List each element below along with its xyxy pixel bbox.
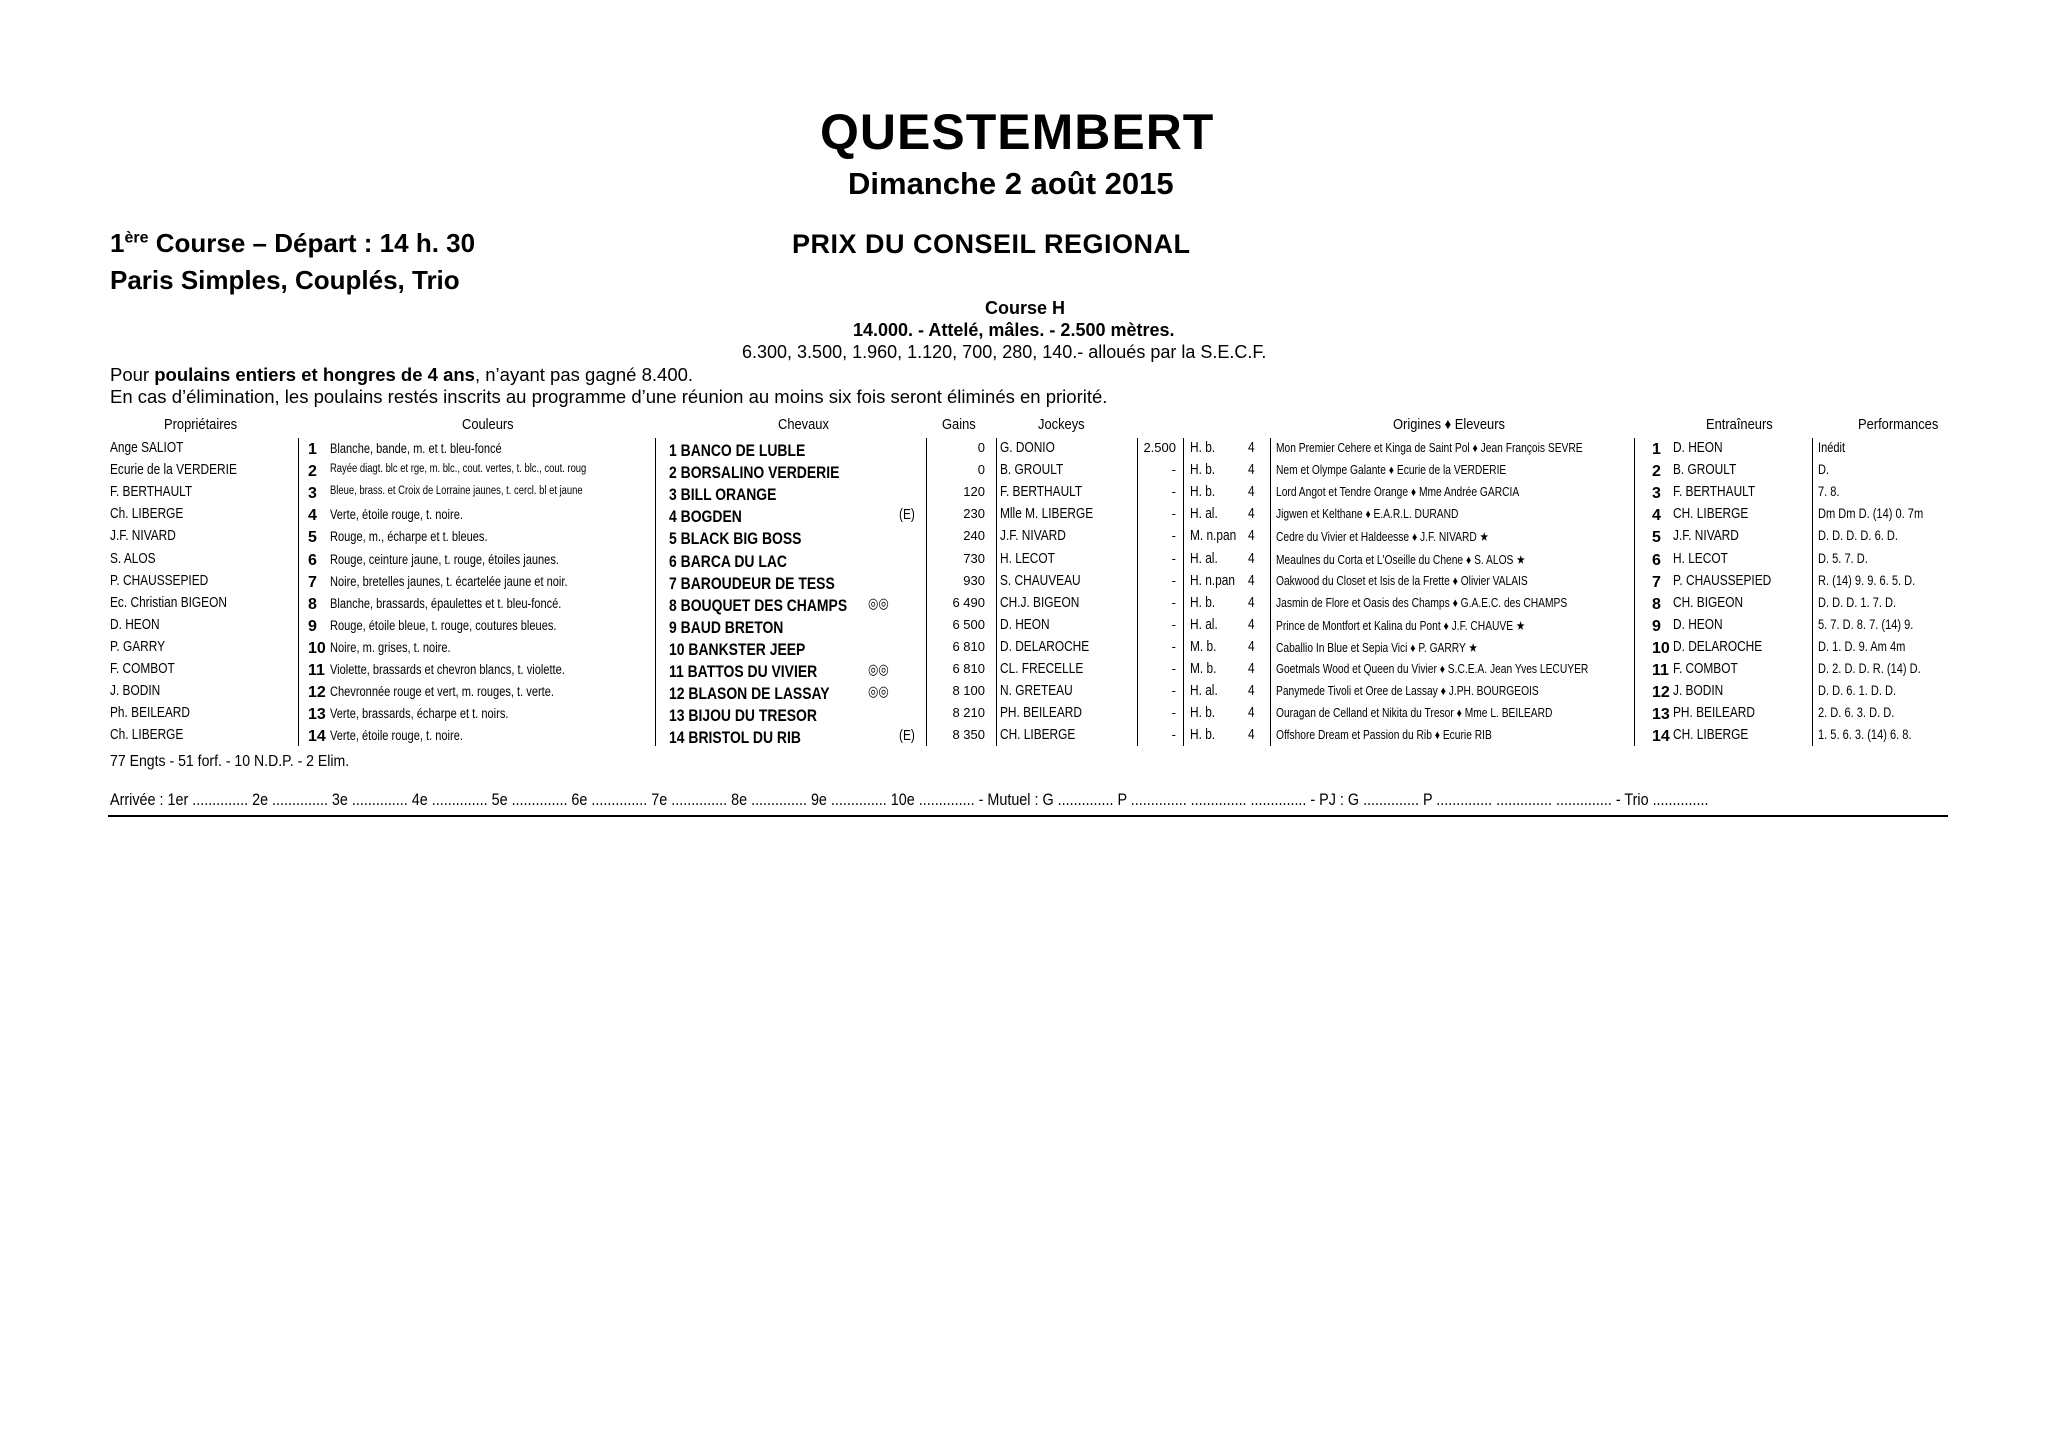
jockey-name: CH.J. BIGEON bbox=[1000, 594, 1080, 611]
trainer-number: 6 bbox=[1652, 551, 1661, 569]
gains-value: 8 100 bbox=[952, 683, 985, 699]
sex-coat: M. b. bbox=[1190, 638, 1217, 655]
distance-value: - bbox=[1171, 594, 1176, 610]
saddle-number: 7 bbox=[308, 573, 317, 591]
horse-age: 4 bbox=[1248, 594, 1255, 611]
sex-coat: H. b. bbox=[1190, 727, 1216, 744]
saddle-number: 8 bbox=[308, 595, 317, 613]
saddle-number: 9 bbox=[308, 617, 317, 635]
gains-value: 0 bbox=[977, 462, 985, 478]
owner-name: J. BODIN bbox=[110, 683, 161, 700]
trainer-name: J. BODIN bbox=[1673, 683, 1724, 700]
horse-age: 4 bbox=[1248, 462, 1255, 479]
owner-name: F. COMBOT bbox=[110, 661, 175, 677]
col-header-origins: Origines ♦ Eleveurs bbox=[1393, 416, 1505, 433]
jockey-name: N. GRETEAU bbox=[1000, 683, 1073, 700]
horse-name: 10 BANKSTER JEEP bbox=[669, 639, 806, 659]
gains-value: 240 bbox=[963, 528, 985, 544]
silks-colors: Bleue, brass. et Croix de Lorraine jaunes, t. cercl. bl et jaune bbox=[330, 485, 583, 498]
horse-name: 1 BANCO DE LUBLE bbox=[669, 441, 806, 460]
origin-breeder: Ouragan de Celland et Nikita du Tresor ♦ Mme L. BEILEARD bbox=[1276, 706, 1553, 721]
horse-age: 4 bbox=[1248, 550, 1255, 567]
jockey-name: S. CHAUVEAU bbox=[1000, 572, 1081, 589]
trainer-name: D. HEON bbox=[1673, 440, 1723, 456]
jockey-name: CH. LIBERGE bbox=[1000, 727, 1076, 744]
course-departure bbox=[110, 228, 475, 259]
owner-name: F. BERTHAULT bbox=[110, 484, 193, 501]
origin-breeder: Goetmals Wood et Queen du Vivier ♦ S.C.E.A. Jean Yves LECUYER bbox=[1276, 662, 1589, 676]
jockey-name: CL. FRECELLE bbox=[1000, 661, 1084, 677]
sex-coat: H. al. bbox=[1190, 683, 1218, 700]
owner-name: J.F. NIVARD bbox=[110, 528, 176, 545]
distance-value: - bbox=[1171, 705, 1176, 721]
owner-name: Ph. BEILEARD bbox=[110, 705, 190, 722]
owner-name: Ch. LIBERGE bbox=[110, 506, 184, 523]
trainer-number: 7 bbox=[1652, 573, 1661, 591]
origin-breeder: Mon Premier Cehere et Kinga de Saint Pol ♦ Jean François SEVRE bbox=[1276, 441, 1583, 455]
jockey-name: G. DONIO bbox=[1000, 440, 1055, 456]
horse-name: 14 BRISTOL DU RIB bbox=[669, 728, 801, 748]
saddle-number: 13 bbox=[308, 706, 326, 724]
performance-record: D. D. D. 1. 7. D. bbox=[1818, 594, 1897, 610]
trainer-name: D. HEON bbox=[1673, 616, 1723, 633]
performance-record: D. 1. D. 9. Am 4m bbox=[1818, 638, 1906, 654]
horse-name: 6 BARCA DU LAC bbox=[669, 551, 787, 571]
trainer-number: 8 bbox=[1652, 595, 1661, 613]
jockey-name: F. BERTHAULT bbox=[1000, 484, 1083, 501]
jockey-name: H. LECOT bbox=[1000, 550, 1055, 567]
sex-coat: M. n.pan bbox=[1190, 528, 1237, 545]
performance-record: D. bbox=[1818, 462, 1830, 478]
horse-name: 11 BATTOS DU VIVIER bbox=[669, 662, 818, 681]
prize-allocations: 6.300, 3.500, 1.960, 1.120, 700, 280, 140.- alloués par la S.E.C.F. bbox=[742, 342, 1267, 362]
sex-coat: H. b. bbox=[1190, 440, 1216, 456]
origin-breeder: Meaulnes du Corta et L'Oseille du Chene ♦ S. ALOS ★ bbox=[1276, 552, 1526, 567]
trainer-number: 12 bbox=[1652, 684, 1670, 702]
silks-colors: Rouge, étoile bleue, t. rouge, coutures bleues. bbox=[330, 617, 557, 633]
horse-age: 4 bbox=[1248, 683, 1255, 700]
distance-value: - bbox=[1171, 661, 1176, 676]
gains-value: 6 490 bbox=[952, 594, 985, 610]
horse-age: 4 bbox=[1248, 661, 1255, 677]
saddle-number: 4 bbox=[308, 507, 317, 525]
horse-name: 5 BLACK BIG BOSS bbox=[669, 529, 802, 549]
owner-name: Ange SALIOT bbox=[110, 440, 184, 456]
sex-coat: H. al. bbox=[1190, 506, 1218, 523]
distance-value: - bbox=[1171, 550, 1176, 566]
sex-coat: H. al. bbox=[1190, 550, 1218, 567]
bet-types: Paris Simples, Couplés, Trio bbox=[110, 265, 460, 295]
silks-colors: Violette, brassards et chevron blancs, t. violette. bbox=[330, 662, 565, 677]
sex-coat: H. n.pan bbox=[1190, 572, 1235, 589]
gains-value: 8 350 bbox=[952, 727, 985, 743]
horse-age: 4 bbox=[1248, 638, 1255, 655]
sex-coat: H. b. bbox=[1190, 705, 1216, 722]
eligibility-bold: poulains entiers et hongres de 4 ans bbox=[154, 364, 475, 385]
eligibility-post: , n’ayant pas gagné 8.400. bbox=[474, 364, 694, 385]
elimination-text: En cas d’élimination, les poulains restés inscrits au programme d’une réunion au moins six fois seront éliminés en priorité. bbox=[110, 386, 1108, 407]
horse-age: 4 bbox=[1248, 705, 1255, 722]
owner-name: P. GARRY bbox=[110, 638, 166, 655]
origin-breeder: Panymede Tivoli et Oree de Lassay ♦ J.PH. BOURGEOIS bbox=[1276, 684, 1539, 699]
sex-coat: H. b. bbox=[1190, 462, 1216, 479]
eligibility-text bbox=[110, 364, 693, 386]
engagements-summary: 77 Engts - 51 forf. - 10 N.D.P. - 2 Elim. bbox=[110, 753, 350, 770]
arrival-form-line: Arrivée : 1er .............. 2e .............. 3e .............. 4e .............. 5e .............. 6e .............. 7e .............. 8e .............. 9e .............. 10e .............. - Mutuel : G .............. P .............. .............. .............. - PJ : G .............. P .............. .............. .............. - Trio .............. bbox=[110, 790, 1709, 809]
trainer-name: H. LECOT bbox=[1673, 550, 1728, 567]
distance-value: - bbox=[1171, 462, 1176, 478]
race-date: Dimanche 2 août 2015 bbox=[848, 166, 1174, 201]
silks-colors: Noire, m. grises, t. noire. bbox=[330, 639, 451, 655]
silks-colors: Rayée diagt. blc et rge, m. blc., cout. vertes, t. blc., cout. roug bbox=[330, 463, 587, 476]
col-header-trainers: Entraîneurs bbox=[1706, 416, 1773, 433]
owner-name: S. ALOS bbox=[110, 550, 156, 567]
horse-tag: ◎◎ bbox=[868, 684, 889, 701]
sex-coat: M. b. bbox=[1190, 661, 1217, 677]
jockey-name: B. GROULT bbox=[1000, 462, 1064, 479]
distance-value: - bbox=[1171, 638, 1176, 654]
performance-record: Inédit bbox=[1818, 440, 1846, 455]
gains-value: 6 500 bbox=[952, 616, 985, 632]
owner-name: Ecurie de la VERDERIE bbox=[110, 462, 237, 479]
origin-breeder: Offshore Dream et Passion du Rib ♦ Ecurie RIB bbox=[1276, 728, 1492, 743]
performance-record: 2. D. 6. 3. D. D. bbox=[1818, 705, 1895, 721]
saddle-number: 1 bbox=[308, 441, 317, 458]
horse-name: 7 BAROUDEUR DE TESS bbox=[669, 573, 835, 593]
course-conditions: 14.000. - Attelé, mâles. - 2.500 mètres. bbox=[853, 320, 1175, 340]
silks-colors: Rouge, m., écharpe et t. bleues. bbox=[330, 529, 488, 545]
gains-value: 930 bbox=[963, 572, 985, 588]
horse-tag: ◎◎ bbox=[868, 595, 889, 612]
distance-value: - bbox=[1171, 727, 1176, 743]
silks-colors: Verte, étoile rouge, t. noire. bbox=[330, 728, 463, 744]
horse-age: 4 bbox=[1248, 727, 1255, 744]
trainer-number: 14 bbox=[1652, 728, 1670, 746]
performance-record: R. (14) 9. 9. 6. 5. D. bbox=[1818, 572, 1916, 588]
horse-age: 4 bbox=[1248, 506, 1255, 523]
horse-age: 4 bbox=[1248, 484, 1255, 501]
trainer-number: 3 bbox=[1652, 485, 1661, 503]
silks-colors: Blanche, bande, m. et t. bleu-foncé bbox=[330, 441, 502, 456]
trainer-name: CH. LIBERGE bbox=[1673, 506, 1749, 523]
trainer-number: 2 bbox=[1652, 463, 1661, 481]
gains-value: 8 210 bbox=[952, 705, 985, 721]
horse-tag: (E) bbox=[899, 728, 915, 745]
gains-value: 6 810 bbox=[952, 661, 985, 676]
owner-name: Ch. LIBERGE bbox=[110, 727, 184, 744]
trainer-number: 4 bbox=[1652, 507, 1661, 525]
distance-value: 2.500 bbox=[1143, 440, 1176, 455]
prize-name: PRIX DU CONSEIL REGIONAL bbox=[792, 229, 1191, 259]
horse-name: 13 BIJOU DU TRESOR bbox=[669, 706, 817, 726]
distance-value: - bbox=[1171, 572, 1176, 588]
origin-breeder: Jasmin de Flore et Oasis des Champs ♦ G.A.E.C. des CHAMPS bbox=[1276, 595, 1568, 610]
gains-value: 120 bbox=[963, 484, 985, 500]
horse-name: 4 BOGDEN bbox=[669, 507, 742, 527]
gains-value: 0 bbox=[977, 440, 985, 455]
performance-record: 5. 7. D. 8. 7. (14) 9. bbox=[1818, 616, 1914, 632]
horse-age: 4 bbox=[1248, 572, 1255, 589]
saddle-number: 6 bbox=[308, 551, 317, 569]
footer-rule bbox=[108, 815, 1948, 817]
horse-tag: ◎◎ bbox=[868, 662, 889, 678]
trainer-name: J.F. NIVARD bbox=[1673, 528, 1739, 545]
distance-value: - bbox=[1171, 683, 1176, 699]
trainer-number: 10 bbox=[1652, 639, 1670, 657]
trainer-number: 13 bbox=[1652, 706, 1670, 724]
race-venue-title: QUESTEMBERT bbox=[820, 104, 1215, 160]
origin-breeder: Prince de Montfort et Kalina du Pont ♦ J.F. CHAUVE ★ bbox=[1276, 618, 1526, 633]
horse-age: 4 bbox=[1248, 528, 1255, 545]
trainer-name: CH. BIGEON bbox=[1673, 594, 1744, 611]
origin-breeder: Lord Angot et Tendre Orange ♦ Mme Andrée GARCIA bbox=[1276, 485, 1520, 500]
gains-value: 730 bbox=[963, 550, 985, 566]
course-number: 1 bbox=[110, 228, 125, 258]
trainer-name: P. CHAUSSEPIED bbox=[1673, 572, 1772, 589]
distance-value: - bbox=[1171, 528, 1176, 544]
silks-colors: Blanche, brassards, épaulettes et t. bleu-foncé. bbox=[330, 595, 562, 611]
performance-record: D. 5. 7. D. bbox=[1818, 550, 1868, 566]
horse-age: 4 bbox=[1248, 440, 1255, 456]
silks-colors: Chevronnée rouge et vert, m. rouges, t. verte. bbox=[330, 684, 554, 700]
jockey-name: PH. BEILEARD bbox=[1000, 705, 1082, 722]
col-divider bbox=[1270, 438, 1271, 746]
horse-name: 9 BAUD BRETON bbox=[669, 617, 784, 637]
distance-value: - bbox=[1171, 484, 1176, 500]
owner-name: P. CHAUSSEPIED bbox=[110, 572, 209, 589]
saddle-number: 3 bbox=[308, 485, 317, 503]
gains-value: 230 bbox=[963, 506, 985, 522]
col-header-colors: Couleurs bbox=[462, 416, 514, 433]
performance-record: D. D. D. D. 6. D. bbox=[1818, 528, 1898, 544]
saddle-number: 2 bbox=[308, 463, 317, 481]
owner-name: Ec. Christian BIGEON bbox=[110, 594, 227, 611]
sex-coat: H. al. bbox=[1190, 616, 1218, 633]
saddle-number: 14 bbox=[308, 728, 326, 746]
origin-breeder: Cedre du Vivier et Haldeesse ♦ J.F. NIVARD ★ bbox=[1276, 530, 1489, 545]
silks-colors: Noire, bretelles jaunes, t. écartelée jaune et noir. bbox=[330, 573, 568, 589]
origin-breeder: Caballio In Blue et Sepia Vici ♦ P. GARRY ★ bbox=[1276, 640, 1478, 655]
col-header-owners: Propriétaires bbox=[164, 416, 238, 433]
saddle-number: 12 bbox=[308, 684, 326, 702]
jockey-name: D. DELAROCHE bbox=[1000, 638, 1090, 655]
col-divider bbox=[1812, 438, 1813, 746]
performance-record: D. D. 6. 1. D. D. bbox=[1818, 683, 1897, 699]
col-divider bbox=[1183, 438, 1184, 746]
trainer-number: 1 bbox=[1652, 441, 1661, 458]
silks-colors: Verte, brassards, écharpe et t. noirs. bbox=[330, 706, 509, 722]
trainer-number: 9 bbox=[1652, 617, 1661, 635]
saddle-number: 5 bbox=[308, 529, 317, 547]
course-departure-label: Course – Départ : 14 h. 30 bbox=[155, 228, 476, 258]
horse-age: 4 bbox=[1248, 616, 1255, 633]
trainer-name: B. GROULT bbox=[1673, 462, 1737, 479]
performance-record: D. 2. D. D. R. (14) D. bbox=[1818, 661, 1921, 676]
trainer-name: F. BERTHAULT bbox=[1673, 484, 1756, 501]
trainer-name: PH. BEILEARD bbox=[1673, 705, 1755, 722]
jockey-name: D. HEON bbox=[1000, 616, 1050, 633]
gains-value: 6 810 bbox=[952, 638, 985, 654]
col-header-performances: Performances bbox=[1858, 416, 1939, 433]
eligibility-pre: Pour bbox=[110, 364, 155, 385]
sex-coat: H. b. bbox=[1190, 484, 1216, 501]
trainer-number: 11 bbox=[1652, 662, 1669, 679]
horse-tag: (E) bbox=[899, 507, 915, 524]
jockey-name: Mlle M. LIBERGE bbox=[1000, 506, 1094, 523]
trainer-name: F. COMBOT bbox=[1673, 661, 1738, 677]
jockey-name: J.F. NIVARD bbox=[1000, 528, 1066, 545]
performance-record: Dm Dm D. (14) 0. 7m bbox=[1818, 506, 1924, 522]
trainer-number: 5 bbox=[1652, 529, 1661, 547]
distance-value: - bbox=[1171, 506, 1176, 522]
course-category: Course H bbox=[985, 298, 1066, 318]
horse-name: 12 BLASON DE LASSAY bbox=[669, 684, 830, 704]
origin-breeder: Nem et Olympe Galante ♦ Ecurie de la VERDERIE bbox=[1276, 463, 1507, 478]
col-header-gains: Gains bbox=[942, 416, 976, 433]
trainer-name: CH. LIBERGE bbox=[1673, 727, 1749, 744]
col-divider bbox=[1634, 438, 1635, 746]
origin-breeder: Jigwen et Kelthane ♦ E.A.R.L. DURAND bbox=[1276, 507, 1459, 522]
trainer-name: D. DELAROCHE bbox=[1673, 638, 1763, 655]
col-header-horses: Chevaux bbox=[778, 416, 829, 433]
sex-coat: H. b. bbox=[1190, 594, 1216, 611]
silks-colors: Rouge, ceinture jaune, t. rouge, étoiles jaunes. bbox=[330, 551, 559, 567]
owner-name: D. HEON bbox=[110, 616, 160, 633]
horse-name: 3 BILL ORANGE bbox=[669, 485, 777, 505]
saddle-number: 11 bbox=[308, 662, 325, 679]
performance-record: 1. 5. 6. 3. (14) 6. 8. bbox=[1818, 727, 1912, 743]
silks-colors: Verte, étoile rouge, t. noire. bbox=[330, 507, 463, 523]
course-number-suffix: ère bbox=[124, 229, 149, 247]
performance-record: 7. 8. bbox=[1818, 484, 1840, 500]
col-header-jockeys: Jockeys bbox=[1038, 416, 1085, 433]
distance-value: - bbox=[1171, 616, 1176, 632]
horse-name: 2 BORSALINO VERDERIE bbox=[669, 463, 840, 483]
saddle-number: 10 bbox=[308, 639, 326, 657]
origin-breeder: Oakwood du Closet et Isis de la Frette ♦ Olivier VALAIS bbox=[1276, 573, 1528, 588]
horse-name: 8 BOUQUET DES CHAMPS bbox=[669, 595, 848, 615]
